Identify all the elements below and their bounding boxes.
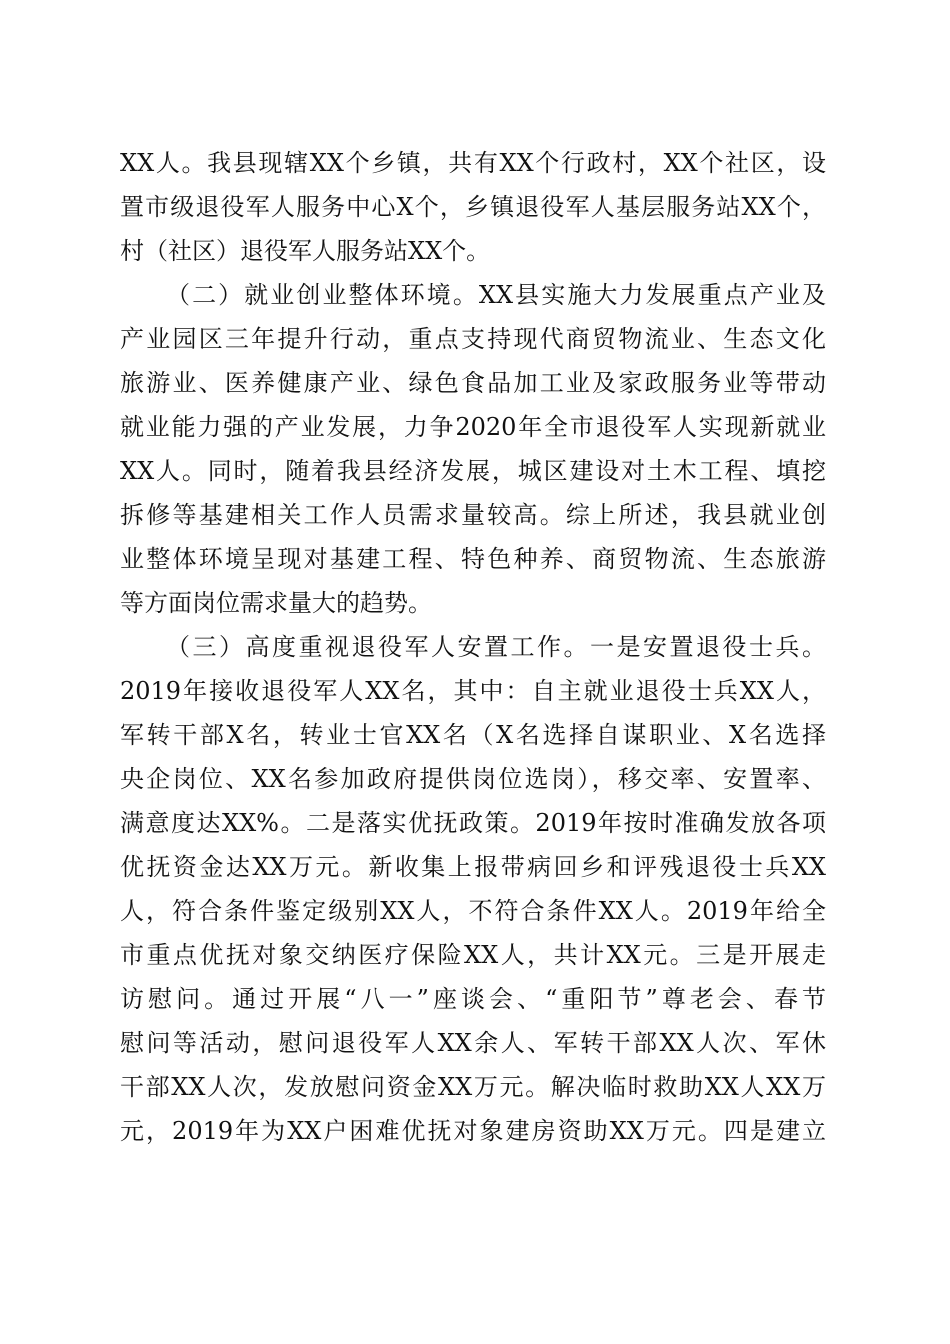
text-line: 等方面岗位需求量大的趋势。 <box>120 589 432 617</box>
text-line: 访慰问。通过开展“八一”座谈会、“重阳节”尊老会、春节 <box>120 985 826 1013</box>
text-line: 旅游业、医养健康产业、绿色食品加工业及家政服务业等带动 <box>120 369 826 397</box>
text-line: 元，2019年为XX户困难优抚对象建房资助XX万元。四是建立 <box>120 1117 826 1145</box>
text-line: 优抚资金达XX万元。新收集上报带病回乡和评残退役士兵XX <box>120 853 826 881</box>
text-line: XX人。我县现辖XX个乡镇，共有XX个行政村，XX个社区，设 <box>120 149 826 177</box>
text-line: 人，符合条件鉴定级别XX人，不符合条件XX人。2019年给全 <box>120 897 826 925</box>
text-line: （二）就业创业整体环境。XX县实施大力发展重点产业及 <box>166 281 826 309</box>
text-line: 市重点优抚对象交纳医疗保险XX人，共计XX元。三是开展走 <box>120 941 826 969</box>
text-line: 拆修等基建相关工作人员需求量较高。综上所述，我县就业创 <box>120 501 826 529</box>
text-line: 干部XX人次，发放慰问资金XX万元。解决临时救助XX人XX万 <box>120 1073 826 1101</box>
text-line: 业整体环境呈现对基建工程、特色种养、商贸物流、生态旅游 <box>120 545 826 573</box>
text-line: 军转干部X名，转业士官XX名（X名选择自谋职业、X名选择 <box>120 721 826 749</box>
text-line: XX人。同时，随着我县经济发展，城区建设对土木工程、填挖 <box>120 457 826 485</box>
text-line: 置市级退役军人服务中心X个，乡镇退役军人基层服务站XX个， <box>120 193 826 221</box>
text-line: 村（社区）退役军人服务站XX个。 <box>120 237 491 265</box>
text-line: 就业能力强的产业发展，力争2020年全市退役军人实现新就业 <box>120 413 826 441</box>
text-line: 2019年接收退役军人XX名，其中：自主就业退役士兵XX人， <box>120 677 826 705</box>
text-line: 慰问等活动，慰问退役军人XX余人、军转干部XX人次、军休 <box>120 1029 826 1057</box>
text-line: 满意度达XX%。二是落实优抚政策。2019年按时准确发放各项 <box>120 809 826 837</box>
text-line: 产业园区三年提升行动，重点支持现代商贸物流业、生态文化 <box>120 325 826 353</box>
text-line: （三）高度重视退役军人安置工作。一是安置退役士兵。 <box>166 633 826 661</box>
text-line: 央企岗位、XX名参加政府提供岗位选岗），移交率、安置率、 <box>120 765 826 793</box>
